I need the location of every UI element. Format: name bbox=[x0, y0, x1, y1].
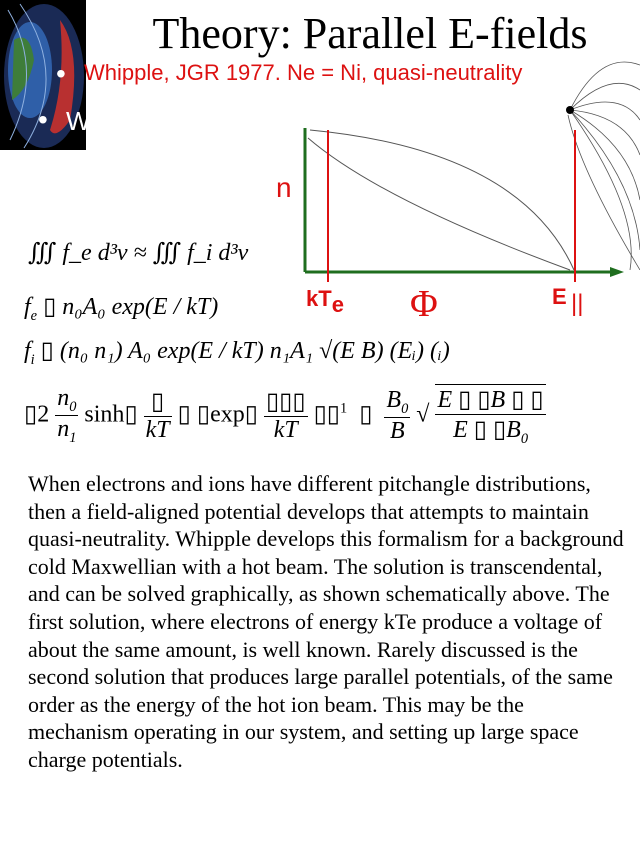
plot-label-n: n bbox=[276, 172, 292, 203]
page-title: Theory: Parallel E-fields bbox=[152, 9, 588, 58]
bullet-marker: • bbox=[38, 104, 48, 135]
electron-density-curve bbox=[308, 138, 570, 270]
explanation-paragraph: When electrons and ions have different pitchangle distributions, then a field-aligned potential develops that attempts to maintain quasi-neutrality. Whipple develops this formalism for a background cold Maxwellian with a hot beam. The solution is transcendental, and can be solved graphically, as shown schematically above. The first solution, where electrons of energy kTe produce a voltage of about the same amount, is well known. Rarely discussed is the second solution that produces large parallel potentials, of the same order as the energy of the hot ion beam. This may be the mechanism operating in our system, and setting up large space charge potentials. bbox=[28, 471, 624, 772]
ion-density-curve bbox=[310, 130, 574, 270]
equation-transcendental: ▯2 $\frac{n_0}{n_1}$ sinh▯ $\frac{▯}{kT}$ ▯ ▯exp▯ $\frac{▯▯▯}{kT}$ ▯▯$^1$ ▯ $\frac{B_0}{B}$ √ $\frac{E ▯ ▯B ▯ ▯}{E ▯ ▯B_0}$ bbox=[24, 384, 544, 447]
plot-label-phi: Φ bbox=[410, 283, 438, 325]
plot-label-kte: $kT_e$ bbox=[306, 286, 344, 317]
bullet-marker: • bbox=[56, 58, 66, 89]
x-axis-arrow-icon bbox=[610, 267, 624, 277]
plot-label-e: E bbox=[552, 284, 567, 309]
equation-quasi-neutrality: ∭ f_e d³v ≈ ∭ f_i d³v bbox=[28, 240, 249, 266]
bullet-text: Whipple, JGR 1977. Ne = Ni, quasi-neutrality bbox=[84, 60, 523, 85]
plot-label-parallel: || bbox=[571, 290, 584, 317]
equation-ion-distribution: $f_i$ ▯ (n₀ n₁) A₀ exp(E / kT) n₁A₁ √(E B) (Eᵢ) (ᵢ) bbox=[24, 338, 450, 368]
equation-electron-distribution: $f_e$ ▯ n₀A₀ exp(E / kT) bbox=[24, 294, 219, 324]
bullet-text: W bbox=[66, 106, 91, 136]
